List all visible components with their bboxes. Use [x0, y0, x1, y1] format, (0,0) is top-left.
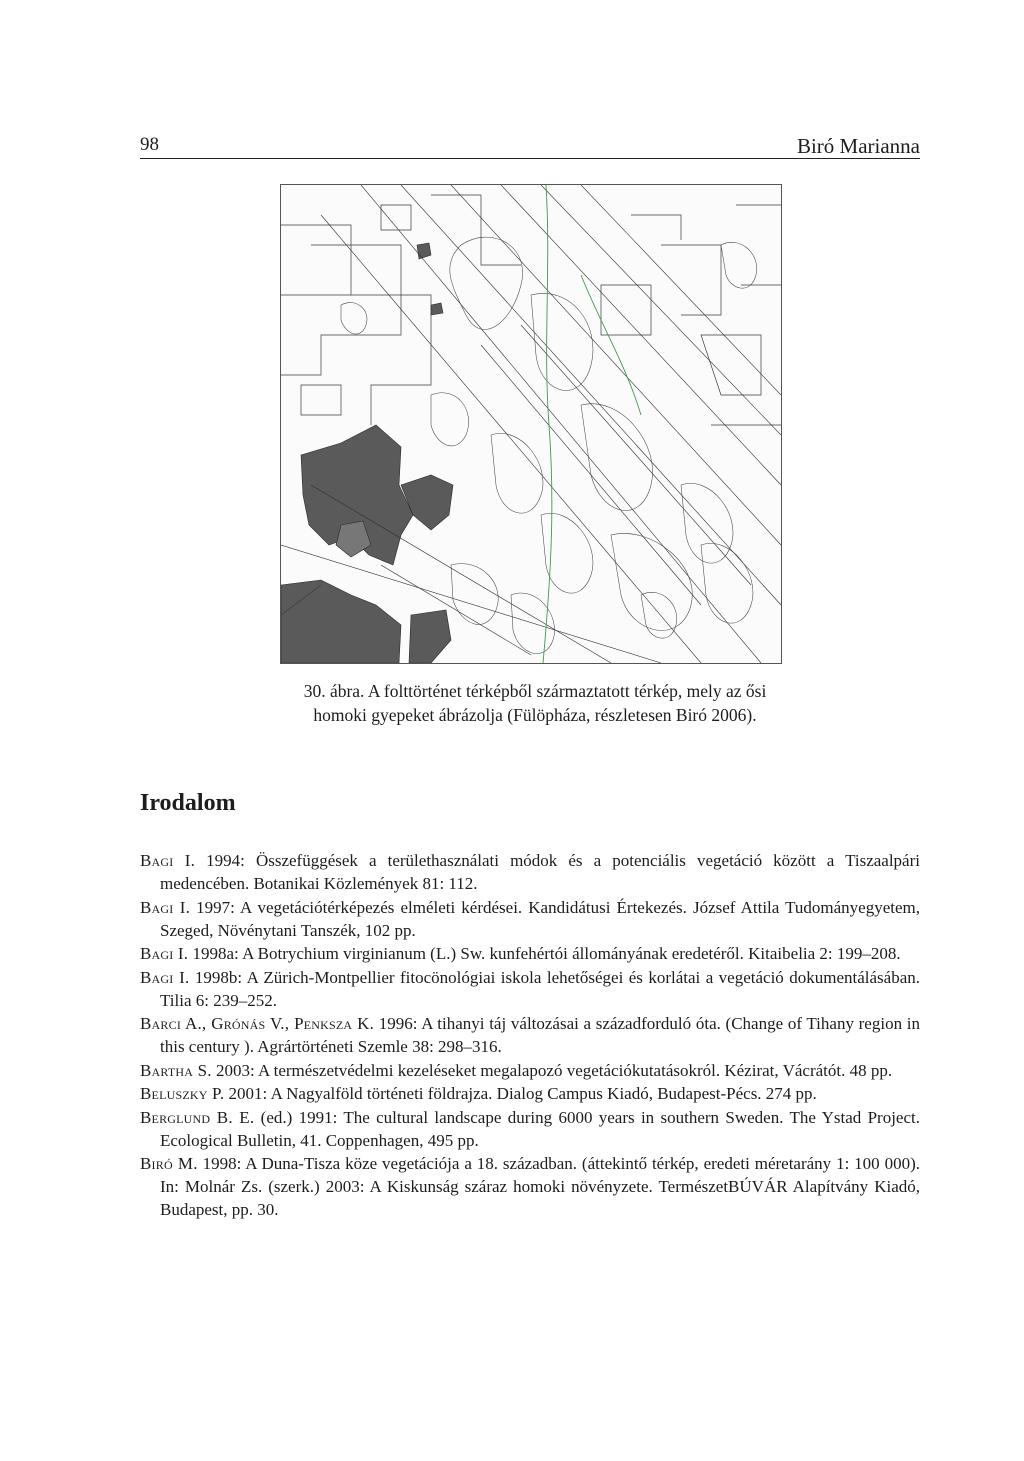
- reference-item: [140, 966, 920, 1012]
- reference-author: Barci A., Grónás V., Penksza K.: [140, 1014, 375, 1033]
- reference-item: [140, 1106, 920, 1152]
- reference-text: 1998a: A Botrychium virginianum (L.) Sw. kunfehértói állományának eredetéről. Kitaibelia 2: 199–208.: [188, 944, 901, 963]
- reference-item: [140, 849, 920, 895]
- reference-item: [140, 942, 920, 965]
- running-author: Biró Marianna: [796, 134, 920, 158]
- reference-author: Bagi I.: [140, 967, 190, 987]
- reference-text: 1998b: A Zürich-Montpellier fitocönológiai iskola lehetőségei és korlátai a vegetáció dokumentálásában. Tilia 6: 239–252.: [160, 967, 920, 1010]
- reference-item: [140, 896, 920, 942]
- reference-item: [140, 1152, 920, 1221]
- reference-list: [140, 849, 920, 1222]
- reference-text: 2001: A Nagyalföld történeti földrajza. Dialog Campus Kiadó, Budapest-Pécs. 274 pp.: [224, 1084, 817, 1103]
- reference-author: Berglund B. E.: [140, 1107, 255, 1127]
- reference-author: Beluszky P.: [140, 1084, 225, 1103]
- reference-text: 1997: A vegetációtérképezés elméleti kérdései. Kandidátusi Értekezés. József Attila Tudományegyetem, Szeged, Növénytani Tanszék, 102 pp.: [160, 897, 920, 940]
- figure-map: [280, 184, 782, 664]
- green-traces: [543, 185, 641, 663]
- dark-patches: [281, 243, 453, 663]
- section-heading: Irodalom: [140, 790, 236, 816]
- vegetation-map-icon: [281, 185, 781, 663]
- running-head: [140, 132, 920, 159]
- reference-text: 1994: Összefüggések a területhasználati módok és a potenciális vegetáció között a Tiszaalpári medencében. Botanikai Közlemények 81: 112.: [160, 851, 920, 893]
- reference-text: (ed.) 1991: The cultural landscape during 6000 years in southern Sweden. The Ystad Project. Ecological Bulletin, 41. Coppenhagen, 495 pp.: [160, 1107, 920, 1150]
- reference-item: [140, 1059, 920, 1082]
- reference-text: 2003: A természetvédelmi kezeléseket megalapozó vegetációkutatásokról. Kézirat, Vácrátót. 48 pp.: [211, 1060, 893, 1080]
- diagonal-lines: [281, 185, 781, 663]
- reference-author: Biró M.: [140, 1154, 198, 1173]
- reference-item: [140, 1082, 920, 1105]
- reference-text: 1998: A Duna-Tisza köze vegetációja a 18. században. (áttekintő térkép, eredeti méretarány 1: 100 000). In: Molnár Zs. (szerk.) 2003: A Kiskunság száraz homoki növényzete. TermészetBÚVÁR Alapítvány Kiadó, Budapest, pp. 30.: [160, 1154, 920, 1219]
- reference-author: Bagi I.: [140, 897, 191, 917]
- reference-author: Bartha S.: [140, 1060, 212, 1080]
- reference-author: Bagi I.: [140, 851, 196, 870]
- figure-caption: 30. ábra. A folttörténet térképből származtatott térkép, mely az ősi homoki gyepeket ábrázolja (Fülöpháza, részletesen Biró 2006).: [303, 681, 767, 725]
- reference-author: Bagi I.: [140, 944, 189, 963]
- reference-item: [140, 1012, 920, 1058]
- reference-text: 1996: A tihanyi táj változásai a századforduló óta. (Change of Tihany region in this century ). Agrártörténeti Szemle 38: 298–316.: [160, 1014, 920, 1056]
- page-number: 98: [140, 134, 159, 155]
